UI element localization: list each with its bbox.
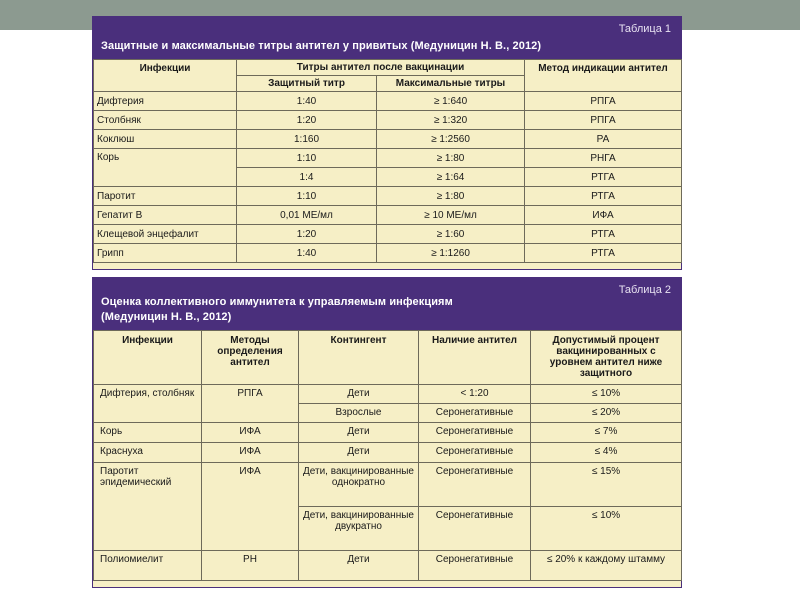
col-infection: Инфекции xyxy=(94,60,237,92)
presence-cell: Серонегативные xyxy=(419,404,531,423)
max-cell: ≥ 1:640 xyxy=(377,92,525,111)
method-cell: РТГА xyxy=(525,225,682,244)
method-cell: РНГА xyxy=(525,149,682,168)
max-cell: ≥ 1:60 xyxy=(377,225,525,244)
contingent-cell: Дети xyxy=(299,443,419,463)
percent-cell: ≤ 10% xyxy=(531,385,682,404)
col-infection: Инфекции xyxy=(94,331,202,385)
infection-cell: Коклюш xyxy=(94,130,237,149)
percent-cell: ≤ 15% xyxy=(531,463,682,507)
col-methods: Методы определения антител xyxy=(202,331,299,385)
percent-cell: ≤ 7% xyxy=(531,423,682,443)
protective-cell: 1:4 xyxy=(237,168,377,187)
table-2-title-line2: (Медуницин Н. В., 2012) xyxy=(101,311,232,323)
col-method: Метод индикации антител xyxy=(525,60,682,92)
max-cell: ≥ 1:1260 xyxy=(377,244,525,263)
max-cell: ≥ 1:80 xyxy=(377,187,525,206)
contingent-cell: Дети xyxy=(299,385,419,404)
protective-cell: 1:10 xyxy=(237,187,377,206)
method-cell: ИФА xyxy=(202,443,299,463)
percent-cell: ≤ 20% xyxy=(531,404,682,423)
method-cell: ИФА xyxy=(202,463,299,551)
infection-cell: Корь xyxy=(94,149,237,187)
protective-cell: 1:160 xyxy=(237,130,377,149)
protective-cell: 0,01 МЕ/мл xyxy=(237,206,377,225)
method-cell: РН xyxy=(202,551,299,581)
table-2-title-line1: Оценка коллективного иммунитета к управляемым инфекциям xyxy=(101,296,453,308)
table-row xyxy=(94,385,682,404)
protective-cell: 1:40 xyxy=(237,92,377,111)
protective-cell: 1:40 xyxy=(237,244,377,263)
col-antibody-presence: Наличие антител xyxy=(419,331,531,385)
table-2-grid xyxy=(93,330,682,581)
method-cell: ИФА xyxy=(202,423,299,443)
table-row xyxy=(94,92,682,111)
table-2-number: Таблица 2 xyxy=(618,284,671,296)
infection-cell: Клещевой энцефалит xyxy=(94,225,237,244)
table-row xyxy=(94,551,682,581)
table-row xyxy=(94,463,682,507)
infection-cell: Корь xyxy=(94,423,202,443)
method-cell: РТГА xyxy=(525,187,682,206)
infection-cell: Краснуха xyxy=(94,443,202,463)
table-row xyxy=(94,423,682,443)
percent-cell: ≤ 20% к каждому штамму xyxy=(531,551,682,581)
method-cell: РА xyxy=(525,130,682,149)
table-1 xyxy=(92,16,682,270)
infection-cell: Паротит xyxy=(94,187,237,206)
infection-cell: Столбняк xyxy=(94,111,237,130)
table-1-header xyxy=(93,17,681,59)
presence-cell: Серонегативные xyxy=(419,507,531,551)
table-1-grid xyxy=(93,59,682,263)
infection-cell: Гепатит В xyxy=(94,206,237,225)
presence-cell: Серонегативные xyxy=(419,463,531,507)
contingent-cell: Взрослые xyxy=(299,404,419,423)
infection-cell: Грипп xyxy=(94,244,237,263)
col-allowed-percent: Допустимый процент вакцинированных с уровнем антител ниже защитного xyxy=(531,331,682,385)
infection-cell: Дифтерия xyxy=(94,92,237,111)
table-row xyxy=(94,111,682,130)
infection-cell: Полиомиелит xyxy=(94,551,202,581)
table-row xyxy=(94,187,682,206)
method-cell: РПГА xyxy=(525,92,682,111)
method-cell: РТГА xyxy=(525,244,682,263)
max-cell: ≥ 1:320 xyxy=(377,111,525,130)
contingent-cell: Дети xyxy=(299,423,419,443)
max-cell: ≥ 1:2560 xyxy=(377,130,525,149)
table-2 xyxy=(92,277,682,588)
percent-cell: ≤ 10% xyxy=(531,507,682,551)
table-row xyxy=(94,149,682,168)
table-2-title xyxy=(101,295,453,325)
presence-cell: Серонегативные xyxy=(419,443,531,463)
max-cell: ≥ 1:64 xyxy=(377,168,525,187)
table-row xyxy=(94,225,682,244)
protective-cell: 1:20 xyxy=(237,225,377,244)
percent-cell: ≤ 4% xyxy=(531,443,682,463)
method-cell: РПГА xyxy=(202,385,299,423)
max-cell: ≥ 10 МЕ/мл xyxy=(377,206,525,225)
max-cell: ≥ 1:80 xyxy=(377,149,525,168)
table-2-header xyxy=(93,278,681,330)
presence-cell: < 1:20 xyxy=(419,385,531,404)
method-cell: РТГА xyxy=(525,168,682,187)
col-titers-group: Титры антител после вакцинации xyxy=(237,60,525,76)
table-1-title: Защитные и максимальные титры антител у привитых (Медуницин Н. В., 2012) xyxy=(101,40,542,52)
presence-cell: Серонегативные xyxy=(419,423,531,443)
method-cell: ИФА xyxy=(525,206,682,225)
method-cell: РПГА xyxy=(525,111,682,130)
col-contingent: Контингент xyxy=(299,331,419,385)
table-row xyxy=(94,443,682,463)
col-protective-titer: Защитный титр xyxy=(237,76,377,92)
contingent-cell: Дети, вакцинированные двукратно xyxy=(299,507,419,551)
protective-cell: 1:20 xyxy=(237,111,377,130)
infection-cell: Дифтерия, столбняк xyxy=(94,385,202,423)
contingent-cell: Дети xyxy=(299,551,419,581)
table-row xyxy=(94,206,682,225)
infection-cell: Паротит эпидемический xyxy=(94,463,202,551)
protective-cell: 1:10 xyxy=(237,149,377,168)
table-1-number: Таблица 1 xyxy=(618,23,671,35)
presence-cell: Серонегативные xyxy=(419,551,531,581)
table-row xyxy=(94,244,682,263)
contingent-cell: Дети, вакцинированные однократно xyxy=(299,463,419,507)
col-maximal-titers: Максимальные титры xyxy=(377,76,525,92)
table-row xyxy=(94,130,682,149)
